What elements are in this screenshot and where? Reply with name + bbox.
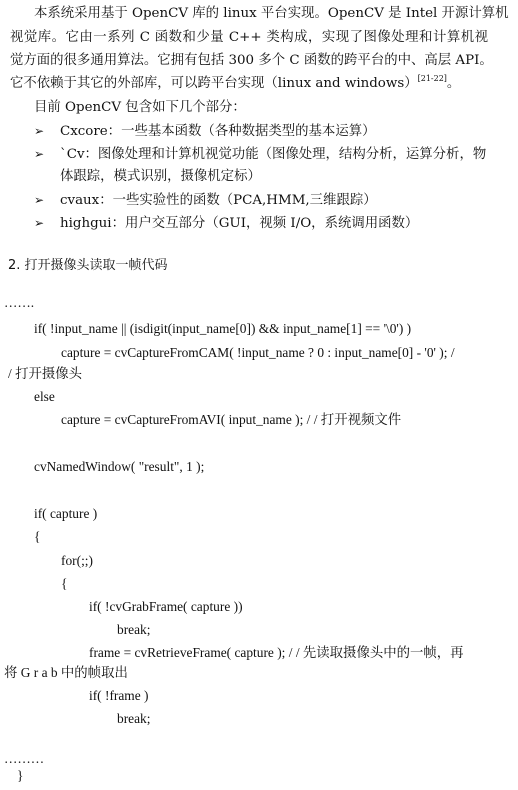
code-line: if( !cvGrabFrame( capture )): [89, 599, 243, 614]
code-line: …….: [4, 295, 35, 310]
code-line: break;: [117, 622, 151, 637]
intro-line-1: 本系统采用基于 OpenCV 库的 linux 平台实现。OpenCV 是 Intel 开源计算机: [34, 6, 509, 21]
bullet-text: `Cv：图像处理和计算机视觉功能（图像处理，结构分析，运算分析，物: [60, 147, 487, 162]
bullet-text: highgui：用户交互部分（GUI，视频 I/O，系统调用函数）: [60, 216, 419, 231]
bullet-item: [34, 146, 502, 163]
arrow-bullet-icon: ➢: [34, 216, 45, 230]
arrow-bullet-icon: ➢: [34, 124, 45, 138]
arrow-bullet-icon: ➢: [34, 193, 45, 207]
intro-line-3: 觉方面的很多通用算法。它拥有包括 300 多个 C 函数的跨平台的中、高层 API。: [10, 53, 493, 68]
bullet-item: [34, 215, 418, 232]
section-heading: 2. 打开摄像头读取一帧代码: [8, 258, 168, 273]
arrow-bullet-icon: ➢: [34, 147, 45, 161]
intro-line-4: [10, 76, 460, 93]
intro-line-4-end: 。: [446, 76, 461, 91]
code-line: else: [34, 389, 55, 404]
citation-reference: [21-22]: [417, 74, 447, 83]
code-line: frame = cvRetrieveFrame( capture ); / / 先读取摄像头中的一帧，再: [89, 645, 464, 660]
code-line: ………: [4, 751, 45, 766]
bullet-text-continuation: 体跟踪，模式识别，摄像机定标）: [60, 169, 261, 184]
bullet-text: Cxcore：一些基本函数（各种数据类型的基本运算）: [60, 124, 376, 139]
code-line: break;: [117, 711, 151, 726]
code-line: for(;;): [61, 553, 93, 568]
code-line: capture = cvCaptureFromCAM( !input_name ? 0 : input_name[0] - '0' ); /: [61, 345, 455, 360]
code-line: {: [34, 529, 41, 544]
bullet-text: cvaux：一些实验性的函数（PCA,HMM,三维跟踪）: [60, 193, 377, 208]
bullet-item: [34, 123, 376, 140]
intro-line-2: 视觉库。它由一系列 C 函数和少量 C++ 类构成，实现了图像处理和计算机视: [10, 30, 488, 45]
code-line: if( capture ): [34, 506, 98, 521]
code-line: capture = cvCaptureFromAVI( input_name ); / / 打开视频文件: [61, 412, 402, 427]
code-line: 将 G r a b 中的帧取出: [4, 665, 128, 680]
code-line: {: [61, 576, 68, 591]
bullet-item: [34, 192, 377, 209]
code-line: if( !frame ): [89, 688, 149, 703]
code-line: if( !input_name || (isdigit(input_name[0]) && input_name[1] == '\0') ): [34, 321, 412, 336]
code-line: cvNamedWindow( "result", 1 );: [34, 459, 205, 474]
code-line: }: [17, 768, 24, 783]
code-line: / 打开摄像头: [8, 366, 83, 381]
parts-intro: 目前 OpenCV 包含如下几个部分：: [34, 100, 246, 115]
intro-line-4-text: 它不依赖于其它的外部库，可以跨平台实现（linux and windows）: [10, 76, 418, 91]
